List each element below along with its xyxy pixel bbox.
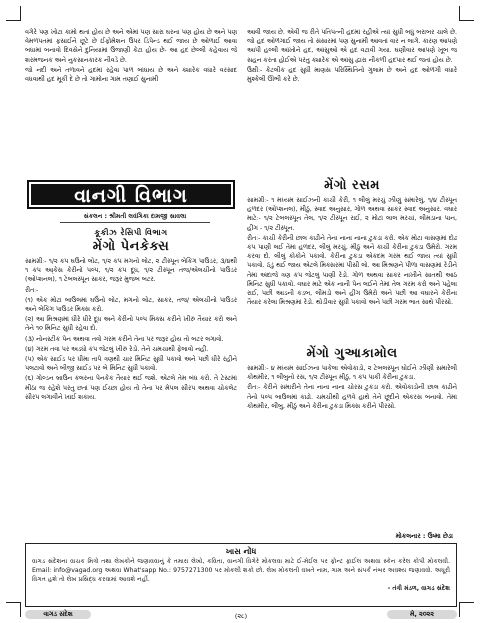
- recipe-paragraph: રીતઃ-: [25, 286, 39, 294]
- compiler-credit: સંકલન : શ્રીમતી લવંગિકા દામજી સાવલા: [60, 212, 210, 223]
- recipe-paragraph: સામગ્રીઃ- ૧ મધ્યમ સાઈઝની કાચી કેરી, ૧ લીલું મરચું ઝીણું સમારેલું, ૧/૪ ટીસ્પૂન હળદર (ઓપ્શનલ), મીઠું, સ્વાદ અનુસાર, ગોળ અથવા સાકર સ્વાદ અનુસાર. વઘાર માટેઃ- ૧/૨ ટેબલસ્પૂન તેલ, ૧/૨ ટીસ્પૂન રાઈ, ૨ મોટાં લાલ મરચાં, લીમડાના પાન, હીંગ - ૧/૨ ટીસ્પૂન.: [247, 197, 457, 232]
- recipe-paragraph: (૬) ગોલ્ડન બ્રાઉન કલરના પેનકેક તૈયાર થઈ જશે. એટલે તેમ બંધ કરો. તે ટેસ્ટમાં મીઠા જ રહેશે પરંતુ છતાં પણ ઈચ્છા હોય તો તેના પર મેપલ સીરપ અથવા ચોકલેટ સીરપ લગાવીને ખાઈ શકાય.: [25, 375, 237, 401]
- recipe-title-guacamole: મેંગો ગુઆકામોલ: [306, 346, 398, 361]
- recipe-body-guacamole: [247, 364, 457, 514]
- notice-signature: - તંત્રી મંડળ, વાગડ સંદેશ: [387, 585, 450, 593]
- paragraph: આવી જાય છે. એવી જ રીતે પતિપત્ની હદમાં રહીએ ત્યાં સુધી બધું બરાબર ચાલે છે. જો હદ ઓળંગાઈ જાય તો સંસારમાં પણ સુનામી આવતાં વાર ન લાગે. કારણ આપણે આપી હલ્લી આંખોને હદ, આંસુઓ એ હદ વટાવી ગયા. ઘણીવાર આપણે ખૂબ જ સહન કરતા હોઈએ પરંતુ ક્યારેક એ આંસુ દ્વારા નીકળી હદપાર થઈ જતાં હોય છે.: [247, 29, 457, 64]
- recipe-paragraph: રીતઃ- કાચી કેરીની છાલ કાઢીને તેના નાના નાના ટુકડા કરો. એક મોટા વાસણમાં દોઢ કપ પાણી લઈ તેમાં હળદર, લીલું મરચું, મીઠું અને કાચી કેરીના ટુકડા ઉમેરો. ગરમ કરવા દો. લીલું કોકોને પકાવો. કેરીના ટુકડા એકદમ ગરમ થઈ જાય ત્યાં સુધી પકાવો. ઠંડું થઈ જાય એટલે મિક્સરમાં પીસી લો. આ મિશ્રણને પીળા વાસણમાં રેડીને તેમાં અંદાજે ત્રણ કપ જેટલું પાણી રેડો. ગોળ અથવા સાકર નાખીને સાતથી આઠ મિનિટ સુધી પકાવો. વઘાર માટે એક નાની પેન લઈને તેમાં તેલ ગરમ કરો અને પહેલા રાઈ, પછી આડની કડબ, લીમડો અને હીંગ ઉમેરો અને પછી આ વઘારને કેરીના તૈયાર કરેલા મિશ્રણમાં રેડો. થોડીવાર સુધી પકાવો અને પછી ગરમ ભાત સાથે પીરસો.: [247, 234, 457, 307]
- recipe-paragraph: (૫) એક સાઈડ પર ધીમા તાપે ત્રણથી ચાર મિનિટ સુધી પકાવો અને પછી ધીરે રહીને પલટાવો અને બીજી સાઈડ પર બે મિનિટ સુધી પકાવો.: [25, 356, 237, 373]
- crop-mark-bottom-right: [459, 602, 474, 617]
- article-continuation-left: [25, 28, 237, 178]
- crop-mark-top-left: [6, 6, 21, 21]
- paragraph: જો નદી અને તળાવને હદમાં રહેવા પાળ બાંધાય છે અને ક્યારેક વધારે વરસાદ વધવાથી હદ મૂકી દે છે તો ગામોના ગામ તણાઈ સુનામી: [25, 66, 237, 84]
- recipe-title-rasam: મેંગો રસમ: [324, 178, 380, 193]
- footer-magazine-name: વાગડ સંદેશ: [25, 610, 91, 619]
- page-footer: [25, 612, 457, 620]
- page-number: (૨૮): [234, 612, 248, 620]
- section-banner: વાનગી વિભાગ: [27, 180, 235, 209]
- notice-text: વાગડ સંદેશના વાચક મિત્રો તથા લેખકોને જણાવવાનું કે તમારા લેખો, કવિતા, વાનગી વિગેરે મોકલવા માટે ઈ-મેઈલ પર ફોન્ટ ફાઈલ અથવા સ્કેન કરેલ કોપી મોકલવી. Email: info@vagad.org અથવા What'sapp No.: 9757271300 પર મોકલી શકો છો. લેખ મોકલતી વખતે નામ, ગામ અને સંપર્ક નંબર અવશ્ય જણાવવો. અધૂરી વિગત હશે તો લેખ પ્રસિદ્ધ કરવામાં આવશે નહીં.: [32, 558, 450, 583]
- recipe-paragraph: (૪) ગરમ તવા પર અડધો કપ જેટલું ખીરું રેડો. તેને ચમચાથી ફેલાવો નહીં.: [25, 345, 209, 353]
- recipe-paragraph: સામગ્રીઃ- ૪ મધ્યમ સાઈઝના પાકેલા એવોકાડો, ૨ ટેબલસ્પૂન ઘોઈને ઝીણી સમારેલી કોથમીર, ૧ લીંબુનો રસ, ૧/૨ ટીસ્પૂન મીઠું, ૧ કપ પાકી કેરીના ટુકડા.: [247, 365, 457, 382]
- footer-issue-date: મે, ૨૦૨૨: [387, 610, 457, 619]
- crop-mark-bottom-left: [6, 602, 21, 617]
- paragraph: ઉક્ષીઃ- કેટલીક હદ સુધી માણસ પરિસ્થિતિનો ગુલામ છે અને હદ ઓળંગી વધારે મુશ્કેલી ઊભી કરે છે.: [247, 66, 457, 84]
- special-notice-box: [25, 543, 457, 607]
- recipe-paragraph: (૩) નોનસ્ટીક પેન અથવા તવો ગરમ કરીને તેના પર જરૂર હોય તો બટર લગાવો.: [25, 335, 224, 343]
- recipe-paragraph: (૨) આ મિશ્રણમાં ધીરે ધીરે દૂધ અને કેરીનો પલ્પ મિક્સ કરીને ખીરું તૈયાર કરો અને તેને ૧૦ મિનિટ સુધી રહેવા દો.: [25, 316, 237, 333]
- recipe-paragraph: (૧) એક મોટા બાઉલમાં ઘઉંનો લોટ, મગનો લોટ, સાકર, તજ/ એલચીનો પાઉડર અને બેકિંગ પાઉડર મિક્સ કરો.: [25, 296, 237, 314]
- recipe-paragraph: સામગ્રીઃ- ૧/૨ કપ ઘઉંનો લોટ, ૧/૨ કપ મગનો લોટ, ૨ ટીસ્પૂન બેકિંગ પાઉડર, ૩/૪થી ૧ કપ આ્કેસ કેરીનો પલ્પ, ૧/૨ કપ દૂધ, ૧/૨ ટીસ્પૂન તજ/એલચીનો પાઉડર (ઓપ્શનલ), ૧ ટેબલસ્પૂન સાકર, જરૂર મુજબ બટર.: [25, 258, 237, 284]
- recipe-subtitle: કૂકીઝ રેસિપી વિભાગ: [94, 228, 168, 237]
- crop-mark-top-right: [459, 6, 474, 21]
- recipe-paragraph: રીતઃ- કેરીને સમારીને તેના નાના નાના ચોરસ ટુકડા કરો. એવોકાડોની છાલ કાઢીને તેનો પલ્પ બાઉલમાં કાઢો. ચમચીથી હળવે હાથે તેને છૂંદીને એકરસ બનાવો. તેમાં કોથમીર, લીંબુ, મીઠું અને કેરીના ટુકડા મિક્સ કરીને પીરસો.: [247, 384, 457, 410]
- paragraph: વગેરે પણ ખોટા કામો થતાં હોય છે અને એમાં પણ સારા ઘરના પણ હોય છે અને પણ વેમળપતમાં ફસાઈને છૂટે છે ઈંફોમેશન ઉપર ડિપેન્ડ થઈ જાય છે ઓળાઈ આવા બધામાં બનાવો દિવસેને દુનિયામાં ઉજાણી કેટા હોય છે- આ હદ છેલ્લી કહેવાય જે શરમજનક અને નુકસાનકારક નીવડે છે.: [25, 29, 237, 64]
- notice-title: ખાસ નોંધ: [225, 547, 257, 556]
- recipe-body-rasam: [247, 196, 457, 344]
- recipe-body-pancakes: [25, 257, 237, 549]
- recipe-title-pancakes: મેંગો પેનકેક્સ: [92, 239, 170, 254]
- sender-byline: મોકલનાર : ઉષ્મા છેડા: [395, 532, 453, 540]
- article-continuation-right: [247, 28, 457, 178]
